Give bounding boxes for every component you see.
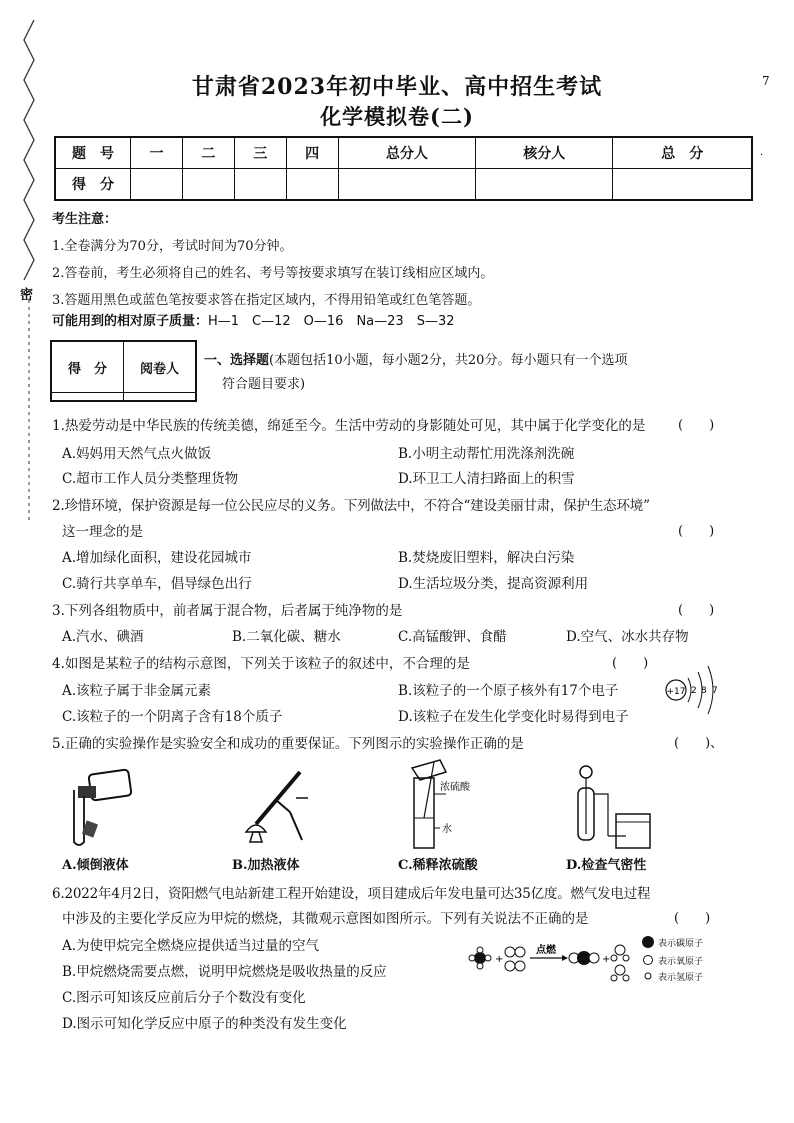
- exam-subtitle: 化学模拟卷(二): [320, 104, 474, 129]
- shell-2-label: 8: [701, 686, 707, 696]
- q4-option-d[interactable]: D.该粒子在发生化学变化时易得到电子: [398, 709, 629, 725]
- score-header-cell: 二: [182, 137, 234, 169]
- airtightness-check-figure: [568, 762, 668, 852]
- methane-combustion-diagram: [462, 934, 732, 986]
- q4-stem: 4.如图是某粒子的结构示意图，下列关于该粒子的叙述中，不合理的是: [52, 656, 470, 672]
- score-header-cell: 核分人: [476, 137, 613, 169]
- q4-option-b[interactable]: B.该粒子的一个原子核外有17个电子: [398, 683, 619, 699]
- score-header-cell: 总 分: [613, 137, 752, 169]
- note-item: 1.全卷满分为70分，考试时间为70分钟。: [52, 239, 293, 254]
- shell-1-label: 2: [691, 686, 697, 696]
- binding-mark: 密: [20, 288, 34, 303]
- score-row-label: 得 分: [55, 169, 131, 201]
- q2-answer-paren[interactable]: ( ): [678, 524, 715, 539]
- q2-stem: 2.珍惜环境，保护资源是每一位公民应尽的义务。下列做法中，不符合“建设美丽甘肃，保护生态环境”: [52, 498, 650, 514]
- q4-option-a[interactable]: A.该粒子属于非金属元素: [62, 683, 212, 699]
- score-header-cell: 总分人: [338, 137, 475, 169]
- label-water: 水: [442, 824, 452, 835]
- grader-table: [50, 340, 197, 402]
- exam-notes: [52, 206, 493, 314]
- q2-option-d[interactable]: D.生活垃圾分类，提高资源利用: [398, 576, 589, 592]
- q5-option-a[interactable]: A.倾倒液体: [62, 858, 129, 873]
- q3-option-b[interactable]: B.二氧化碳、糖水: [232, 629, 341, 645]
- svg-text:+: +: [495, 954, 504, 965]
- score-cell[interactable]: [182, 169, 234, 201]
- score-cell[interactable]: [234, 169, 286, 201]
- svg-text:+: +: [602, 954, 611, 965]
- section-1-header: [204, 349, 674, 397]
- q5-answer-paren[interactable]: ( )、: [674, 736, 724, 751]
- q5-option-d[interactable]: D.检查气密性: [566, 858, 647, 873]
- section-1-desc: (本题包括10小题，每小题2分，共20分。每小题只有一个选项: [269, 353, 628, 368]
- legend-carbon: 表示碳原子: [658, 939, 704, 949]
- q2-option-c[interactable]: C.骑行共享单车，倡导绿色出行: [62, 576, 252, 592]
- score-cell[interactable]: [338, 169, 475, 201]
- atom-structure-diagram: [664, 660, 726, 720]
- q3-option-c[interactable]: C.高锰酸钾、食醋: [398, 629, 507, 645]
- q1-option-c[interactable]: C.超市工作人员分类整理货物: [62, 471, 239, 487]
- score-header-cell: 一: [131, 137, 183, 169]
- section-1-title: 一、选择题: [204, 353, 270, 368]
- atomic-masses-label: 可能用到的相对原子质量：: [52, 314, 209, 329]
- score-table: [54, 136, 753, 201]
- q1-option-b[interactable]: B.小明主动帮忙用洗涤剂洗碗: [398, 446, 575, 462]
- grader-score-cell[interactable]: [51, 393, 124, 401]
- note-item: 3.答题用黑色或蓝色笔按要求答在指定区域内，不得用铅笔或红色笔答题。: [52, 293, 481, 308]
- reaction-condition: 点燃: [536, 945, 556, 956]
- section-1-desc-2: 符合题目要求): [222, 377, 306, 392]
- q6-stem-cont: 中涉及的主要化学反应为甲烷的燃烧，其微观示意图如图所示。下列有关说法不正确的是: [62, 911, 589, 927]
- page-number: 7: [762, 74, 770, 88]
- q6-stem: 6.2022年4月2日，资阳燃气电站新建工程开始建设，项目建成后年发电量可达35亿度。燃气发电过程: [52, 886, 651, 902]
- score-header-cell: 题 号: [55, 137, 131, 169]
- diluting-acid-figure: [400, 758, 510, 852]
- q1-option-d[interactable]: D.环卫工人清扫路面上的积雪: [398, 471, 575, 487]
- grader-label: 阅卷人: [124, 341, 197, 393]
- score-cell[interactable]: [286, 169, 338, 201]
- score-cell[interactable]: [131, 169, 183, 201]
- q5-stem: 5.正确的实验操作是实验安全和成功的重要保证。下列图示的实验操作正确的是: [52, 736, 524, 752]
- carbon-atom-icon: [642, 936, 654, 948]
- q5-option-b[interactable]: B.加热液体: [232, 858, 300, 873]
- q1-option-a[interactable]: A.妈妈用天然气点火做饭: [62, 446, 212, 462]
- q3-answer-paren[interactable]: ( ): [678, 603, 715, 618]
- score-cell[interactable]: [613, 169, 752, 201]
- q6-answer-paren[interactable]: ( ): [674, 911, 711, 926]
- q2-option-a[interactable]: A.增加绿化面积，建设花园城市: [62, 550, 252, 566]
- atomic-masses: [52, 310, 454, 329]
- q2-option-b[interactable]: B.焚烧废旧塑料，解决白污染: [398, 550, 575, 566]
- q2-stem-cont: 这一理念的是: [62, 524, 143, 540]
- q1-answer-paren[interactable]: ( ): [678, 418, 715, 433]
- q6-option-a[interactable]: A.为使甲烷完全燃烧应提供适当过量的空气: [62, 938, 320, 954]
- atomic-masses-values: H—1 C—12 O—16 Na—23 S—32: [208, 314, 455, 329]
- q3-option-a[interactable]: A.汽水、碘酒: [62, 629, 144, 645]
- grader-name-cell[interactable]: [124, 393, 197, 401]
- q6-option-c[interactable]: C.图示可知该反应前后分子个数没有变化: [62, 990, 306, 1006]
- grader-score-label: 得 分: [51, 341, 124, 393]
- q6-option-b[interactable]: B.甲烷燃烧需要点燃，说明甲烷燃烧是吸收热量的反应: [62, 964, 387, 980]
- exam-title: 甘肃省2023年初中毕业、高中招生考试: [191, 74, 603, 100]
- pouring-liquid-figure: [60, 762, 160, 852]
- note-item: 2.答卷前，考生必须将自己的姓名、考号等按要求填写在装订线相应区域内。: [52, 266, 494, 281]
- score-header-cell: 四: [286, 137, 338, 169]
- score-header-cell: 三: [234, 137, 286, 169]
- notes-heading: 考生注意：: [52, 212, 118, 227]
- hydrogen-atom-icon: [645, 973, 651, 979]
- legend-oxygen: 表示氧原子: [658, 957, 704, 967]
- shell-3-label: 7: [712, 686, 718, 696]
- side-mark: ·: [760, 150, 764, 161]
- nucleus-label: +17: [666, 687, 686, 697]
- q3-stem: 3.下列各组物质中，前者属于混合物，后者属于纯净物的是: [52, 603, 403, 619]
- q3-option-d[interactable]: D.空气、冰水共存物: [566, 629, 689, 645]
- legend-hydrogen: 表示氢原子: [658, 973, 704, 983]
- q1-stem: 1.热爱劳动是中华民族的传统美德，绵延至今。生活中劳动的身影随处可见，其中属于化学变化的是: [52, 418, 646, 434]
- q4-option-c[interactable]: C.该粒子的一个阴离子含有18个质子: [62, 709, 283, 725]
- q4-answer-paren[interactable]: ( ): [612, 656, 649, 671]
- q6-option-d[interactable]: D.图示可知化学反应中原子的种类没有发生变化: [62, 1016, 347, 1032]
- score-cell[interactable]: [476, 169, 613, 201]
- heating-liquid-figure: [226, 762, 326, 852]
- q5-option-c[interactable]: C.稀释浓硫酸: [398, 858, 478, 873]
- label-concentrated-acid: 浓硫酸: [440, 782, 470, 793]
- oxygen-atom-icon: [644, 956, 653, 965]
